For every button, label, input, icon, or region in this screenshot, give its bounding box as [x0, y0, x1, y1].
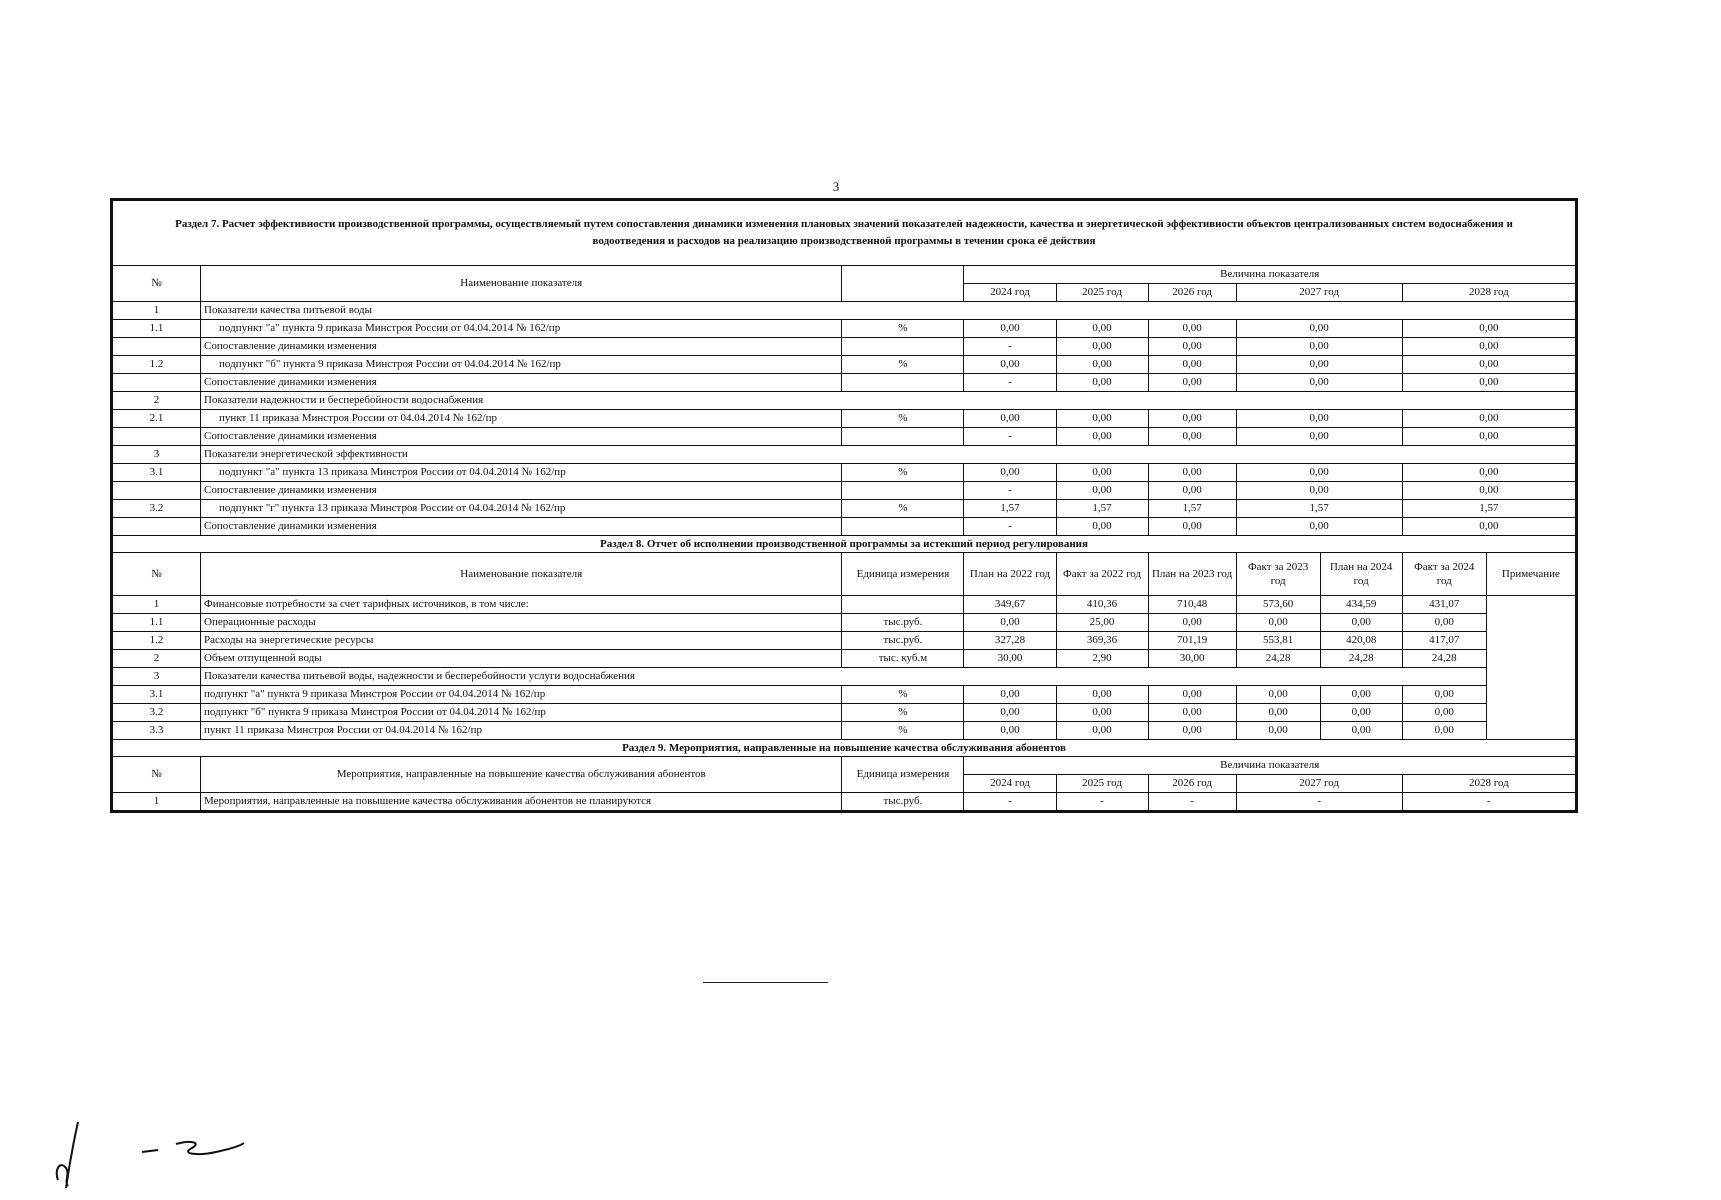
col-header-value: Величина показателя	[964, 266, 1576, 284]
indicator-name: пункт 11 приказа Минстроя России от 04.04.2014 № 162/пр	[201, 410, 842, 428]
row-number: 1.1	[113, 320, 201, 338]
indicator-name: подпункт "б" пункта 9 приказа Минстроя России от 04.04.2014 № 162/пр	[201, 704, 842, 722]
value-cell: 0,00	[1148, 614, 1236, 632]
year-header: 2025 год	[1056, 775, 1148, 793]
table-row	[113, 614, 1576, 632]
value-cell: 0,00	[1402, 410, 1575, 428]
value-cell: 0,00	[964, 686, 1056, 704]
value-cell: 0,00	[1236, 374, 1402, 392]
value-cell: 0,00	[1402, 374, 1575, 392]
unit-cell: тыс.руб.	[842, 614, 964, 632]
value-cell: 0,00	[1148, 428, 1236, 446]
value-cell: 417,07	[1402, 632, 1486, 650]
table-row	[113, 704, 1576, 722]
value-cell: 0,00	[1320, 614, 1402, 632]
value-cell: 0,00	[1236, 722, 1320, 740]
table-row	[113, 320, 1576, 338]
value-cell: 30,00	[1148, 650, 1236, 668]
value-cell: 0,00	[1056, 722, 1148, 740]
value-cell: 0,00	[1402, 482, 1575, 500]
unit-cell: %	[842, 320, 964, 338]
value-cell: 369,36	[1056, 632, 1148, 650]
table-row	[113, 482, 1576, 500]
value-cell: 0,00	[1320, 722, 1402, 740]
value-cell: 0,00	[1056, 428, 1148, 446]
indicator-name: Операционные расходы	[201, 614, 842, 632]
table-row	[113, 793, 1576, 811]
value-cell: 0,00	[1236, 356, 1402, 374]
value-cell: -	[1056, 793, 1148, 811]
row-number	[113, 338, 201, 356]
year-header: 2025 год	[1056, 284, 1148, 302]
section9-title-row	[113, 740, 1576, 757]
indicator-name: пункт 11 приказа Минстроя России от 04.04.2014 № 162/пр	[201, 722, 842, 740]
unit-cell: тыс.руб.	[842, 793, 964, 811]
year-header: 2026 год	[1148, 284, 1236, 302]
value-cell: 327,28	[964, 632, 1056, 650]
indicator-name: Сопоставление динамики изменения	[201, 338, 842, 356]
table-row	[113, 632, 1576, 650]
row-number: 1.2	[113, 632, 201, 650]
report-table	[112, 200, 1576, 811]
indicator-name: подпункт "б" пункта 9 приказа Минстроя России от 04.04.2014 № 162/пр	[201, 356, 842, 374]
section7-header-row	[113, 266, 1576, 284]
value-cell: -	[964, 482, 1056, 500]
value-cell: 2,90	[1056, 650, 1148, 668]
row-number: 1	[113, 302, 201, 320]
group-name: Показатели качества питьевой воды, надежности и бесперебойности услуги водоснабжения	[201, 668, 1487, 686]
row-number: 3	[113, 446, 201, 464]
value-cell: 0,00	[1148, 356, 1236, 374]
row-number	[113, 518, 201, 536]
row-number: 2	[113, 650, 201, 668]
value-cell: 24,28	[1236, 650, 1320, 668]
table-row	[113, 722, 1576, 740]
indicator-name: подпункт "г" пункта 13 приказа Минстроя России от 04.04.2014 № 162/пр	[201, 500, 842, 518]
value-cell: 0,00	[1402, 338, 1575, 356]
table-row	[113, 410, 1576, 428]
unit-cell: тыс.руб.	[842, 632, 964, 650]
unit-cell: %	[842, 410, 964, 428]
value-cell: -	[964, 428, 1056, 446]
value-cell: 0,00	[1148, 320, 1236, 338]
value-cell: 0,00	[964, 320, 1056, 338]
col-header-no: №	[113, 266, 201, 302]
col-header-unit: Единица измерения	[842, 553, 964, 596]
section7-title: Раздел 7. Расчет эффективности производственной программы, осуществляемый путем сопоставления динамики изменения плановых значений показателей надежности, качества и энергетической эффективности объектов централизованных систем водоснабжения и водоотведения и расходов на реализацию производственной программы в течении срока её действия	[113, 201, 1576, 266]
value-cell: 701,19	[1148, 632, 1236, 650]
value-cell: 0,00	[1148, 686, 1236, 704]
row-number: 3.1	[113, 686, 201, 704]
period-header: План на 2022 год	[964, 553, 1056, 596]
value-cell: 0,00	[1236, 410, 1402, 428]
table-row	[113, 392, 1576, 410]
table-body	[113, 201, 1576, 811]
note-cell	[1486, 596, 1575, 740]
section8-title-row	[113, 536, 1576, 553]
value-cell: -	[1148, 793, 1236, 811]
section8-title: Раздел 8. Отчет об исполнении производственной программы за истекший период регулирования	[113, 536, 1576, 553]
unit-cell	[842, 428, 964, 446]
table-row	[113, 650, 1576, 668]
value-cell: -	[1236, 793, 1402, 811]
unit-cell: %	[842, 704, 964, 722]
value-cell: 24,28	[1320, 650, 1402, 668]
value-cell: 420,08	[1320, 632, 1402, 650]
year-header: 2027 год	[1236, 284, 1402, 302]
table-row	[113, 356, 1576, 374]
value-cell: 0,00	[1056, 482, 1148, 500]
group-name: Показатели энергетической эффективности	[201, 446, 1576, 464]
value-cell: 0,00	[1148, 338, 1236, 356]
section8-header-row	[113, 553, 1576, 596]
unit-cell: тыс. куб.м	[842, 650, 964, 668]
document-table-frame	[110, 198, 1578, 813]
value-cell: 1,57	[1056, 500, 1148, 518]
indicator-name: Сопоставление динамики изменения	[201, 518, 842, 536]
value-cell: 0,00	[1148, 410, 1236, 428]
value-cell: 0,00	[1402, 518, 1575, 536]
unit-cell	[842, 518, 964, 536]
year-header: 2024 год	[964, 775, 1056, 793]
section9-title: Раздел 9. Мероприятия, направленные на повышение качества обслуживания абонентов	[113, 740, 1576, 757]
indicator-name: подпункт "а" пункта 13 приказа Минстроя России от 04.04.2014 № 162/пр	[201, 464, 842, 482]
value-cell: 0,00	[1148, 464, 1236, 482]
value-cell: 349,67	[964, 596, 1056, 614]
value-cell: 0,00	[964, 464, 1056, 482]
value-cell: 0,00	[1236, 428, 1402, 446]
indicator-name: Финансовые потребности за счет тарифных источников, в том числе:	[201, 596, 842, 614]
row-number: 3.1	[113, 464, 201, 482]
table-row	[113, 338, 1576, 356]
value-cell: 25,00	[1056, 614, 1148, 632]
value-cell: 434,59	[1320, 596, 1402, 614]
year-header: 2024 год	[964, 284, 1056, 302]
table-row	[113, 596, 1576, 614]
indicator-name: подпункт "а" пункта 9 приказа Минстроя России от 04.04.2014 № 162/пр	[201, 686, 842, 704]
indicator-name: Сопоставление динамики изменения	[201, 428, 842, 446]
col-header-no: №	[113, 553, 201, 596]
indicator-name: Мероприятия, направленные на повышение качества обслуживания абонентов не планируются	[201, 793, 842, 811]
value-cell: 0,00	[1056, 320, 1148, 338]
unit-cell: %	[842, 722, 964, 740]
period-header: План на 2023 год	[1148, 553, 1236, 596]
row-number: 2	[113, 392, 201, 410]
table-row	[113, 302, 1576, 320]
year-header: 2027 год	[1236, 775, 1402, 793]
value-cell: 0,00	[1402, 464, 1575, 482]
value-cell: 0,00	[1402, 686, 1486, 704]
unit-cell	[842, 482, 964, 500]
col-header-unit	[842, 266, 964, 302]
value-cell: -	[964, 338, 1056, 356]
value-cell: 0,00	[1402, 614, 1486, 632]
row-number: 1	[113, 596, 201, 614]
group-name: Показатели качества питьевой воды	[201, 302, 1576, 320]
value-cell: -	[964, 793, 1056, 811]
value-cell: 0,00	[1056, 464, 1148, 482]
value-cell: 1,57	[1402, 500, 1575, 518]
value-cell: 0,00	[1236, 320, 1402, 338]
value-cell: 553,81	[1236, 632, 1320, 650]
value-cell: 0,00	[1402, 356, 1575, 374]
value-cell: 0,00	[1148, 704, 1236, 722]
value-cell: 0,00	[1402, 320, 1575, 338]
value-cell: 0,00	[1148, 722, 1236, 740]
value-cell: 0,00	[1056, 374, 1148, 392]
row-number	[113, 374, 201, 392]
value-cell: 0,00	[1236, 464, 1402, 482]
unit-cell: %	[842, 686, 964, 704]
col-header-note: Примечание	[1486, 553, 1575, 596]
row-number	[113, 482, 201, 500]
table-row	[113, 500, 1576, 518]
value-cell: 1,57	[1148, 500, 1236, 518]
value-cell: 24,28	[1402, 650, 1486, 668]
value-cell: 410,36	[1056, 596, 1148, 614]
row-number: 1.1	[113, 614, 201, 632]
indicator-name: Сопоставление динамики изменения	[201, 482, 842, 500]
row-number: 1	[113, 793, 201, 811]
page-number: 3	[832, 179, 840, 194]
period-header: Факт за 2022 год	[1056, 553, 1148, 596]
row-number: 3	[113, 668, 201, 686]
table-row	[113, 446, 1576, 464]
row-number: 1.2	[113, 356, 201, 374]
value-cell: 1,57	[964, 500, 1056, 518]
row-number	[113, 428, 201, 446]
value-cell: 30,00	[964, 650, 1056, 668]
table-row	[113, 374, 1576, 392]
value-cell: 0,00	[964, 722, 1056, 740]
year-header: 2026 год	[1148, 775, 1236, 793]
table-row	[113, 464, 1576, 482]
table-row	[113, 518, 1576, 536]
value-cell: 0,00	[1236, 704, 1320, 722]
col-header-name: Мероприятия, направленные на повышение качества обслуживания абонентов	[201, 757, 842, 793]
value-cell: -	[964, 518, 1056, 536]
year-header: 2028 год	[1402, 775, 1575, 793]
value-cell: 0,00	[1056, 338, 1148, 356]
section7-title-row	[113, 201, 1576, 266]
unit-cell: %	[842, 356, 964, 374]
value-cell: 0,00	[1056, 518, 1148, 536]
row-number: 3.3	[113, 722, 201, 740]
group-name: Показатели надежности и бесперебойности водоснабжения	[201, 392, 1576, 410]
value-cell: 0,00	[1056, 356, 1148, 374]
value-cell: 1,57	[1236, 500, 1402, 518]
col-header-value: Величина показателя	[964, 757, 1576, 775]
col-header-name: Наименование показателя	[201, 266, 842, 302]
row-number: 3.2	[113, 500, 201, 518]
col-header-no: №	[113, 757, 201, 793]
value-cell: -	[1402, 793, 1575, 811]
value-cell: 0,00	[1402, 704, 1486, 722]
value-cell: 0,00	[1236, 338, 1402, 356]
signature-separator	[703, 982, 828, 983]
row-number: 3.2	[113, 704, 201, 722]
value-cell: 0,00	[1148, 482, 1236, 500]
table-row	[113, 428, 1576, 446]
table-row	[113, 668, 1576, 686]
handwritten-signature	[30, 1110, 260, 1190]
unit-cell: %	[842, 500, 964, 518]
value-cell: 0,00	[1402, 722, 1486, 740]
col-header-unit: Единица измерения	[842, 757, 964, 793]
value-cell: 0,00	[964, 356, 1056, 374]
value-cell: 573,60	[1236, 596, 1320, 614]
col-header-name: Наименование показателя	[201, 553, 842, 596]
value-cell: 0,00	[1320, 704, 1402, 722]
unit-cell	[842, 374, 964, 392]
value-cell: 0,00	[1148, 518, 1236, 536]
indicator-name: Объем отпущенной воды	[201, 650, 842, 668]
value-cell: 0,00	[1056, 686, 1148, 704]
table-row	[113, 686, 1576, 704]
value-cell: 0,00	[1236, 482, 1402, 500]
value-cell: 0,00	[964, 614, 1056, 632]
value-cell: 0,00	[1402, 428, 1575, 446]
value-cell: 0,00	[1056, 704, 1148, 722]
value-cell: 0,00	[1320, 686, 1402, 704]
value-cell: 0,00	[1056, 410, 1148, 428]
indicator-name: Расходы на энергетические ресурсы	[201, 632, 842, 650]
value-cell: 0,00	[1236, 686, 1320, 704]
period-header: План на 2024 год	[1320, 553, 1402, 596]
value-cell: 431,07	[1402, 596, 1486, 614]
section9-header-row	[113, 757, 1576, 775]
unit-cell	[842, 338, 964, 356]
value-cell: 0,00	[1236, 518, 1402, 536]
value-cell: 0,00	[1148, 374, 1236, 392]
value-cell: 0,00	[964, 704, 1056, 722]
year-header: 2028 год	[1402, 284, 1575, 302]
indicator-name: Сопоставление динамики изменения	[201, 374, 842, 392]
indicator-name: подпункт "а" пункта 9 приказа Минстроя России от 04.04.2014 № 162/пр	[201, 320, 842, 338]
row-number: 2.1	[113, 410, 201, 428]
unit-cell: %	[842, 464, 964, 482]
period-header: Факт за 2024 год	[1402, 553, 1486, 596]
value-cell: -	[964, 374, 1056, 392]
unit-cell	[842, 596, 964, 614]
period-header: Факт за 2023 год	[1236, 553, 1320, 596]
value-cell: 0,00	[964, 410, 1056, 428]
value-cell: 710,48	[1148, 596, 1236, 614]
value-cell: 0,00	[1236, 614, 1320, 632]
